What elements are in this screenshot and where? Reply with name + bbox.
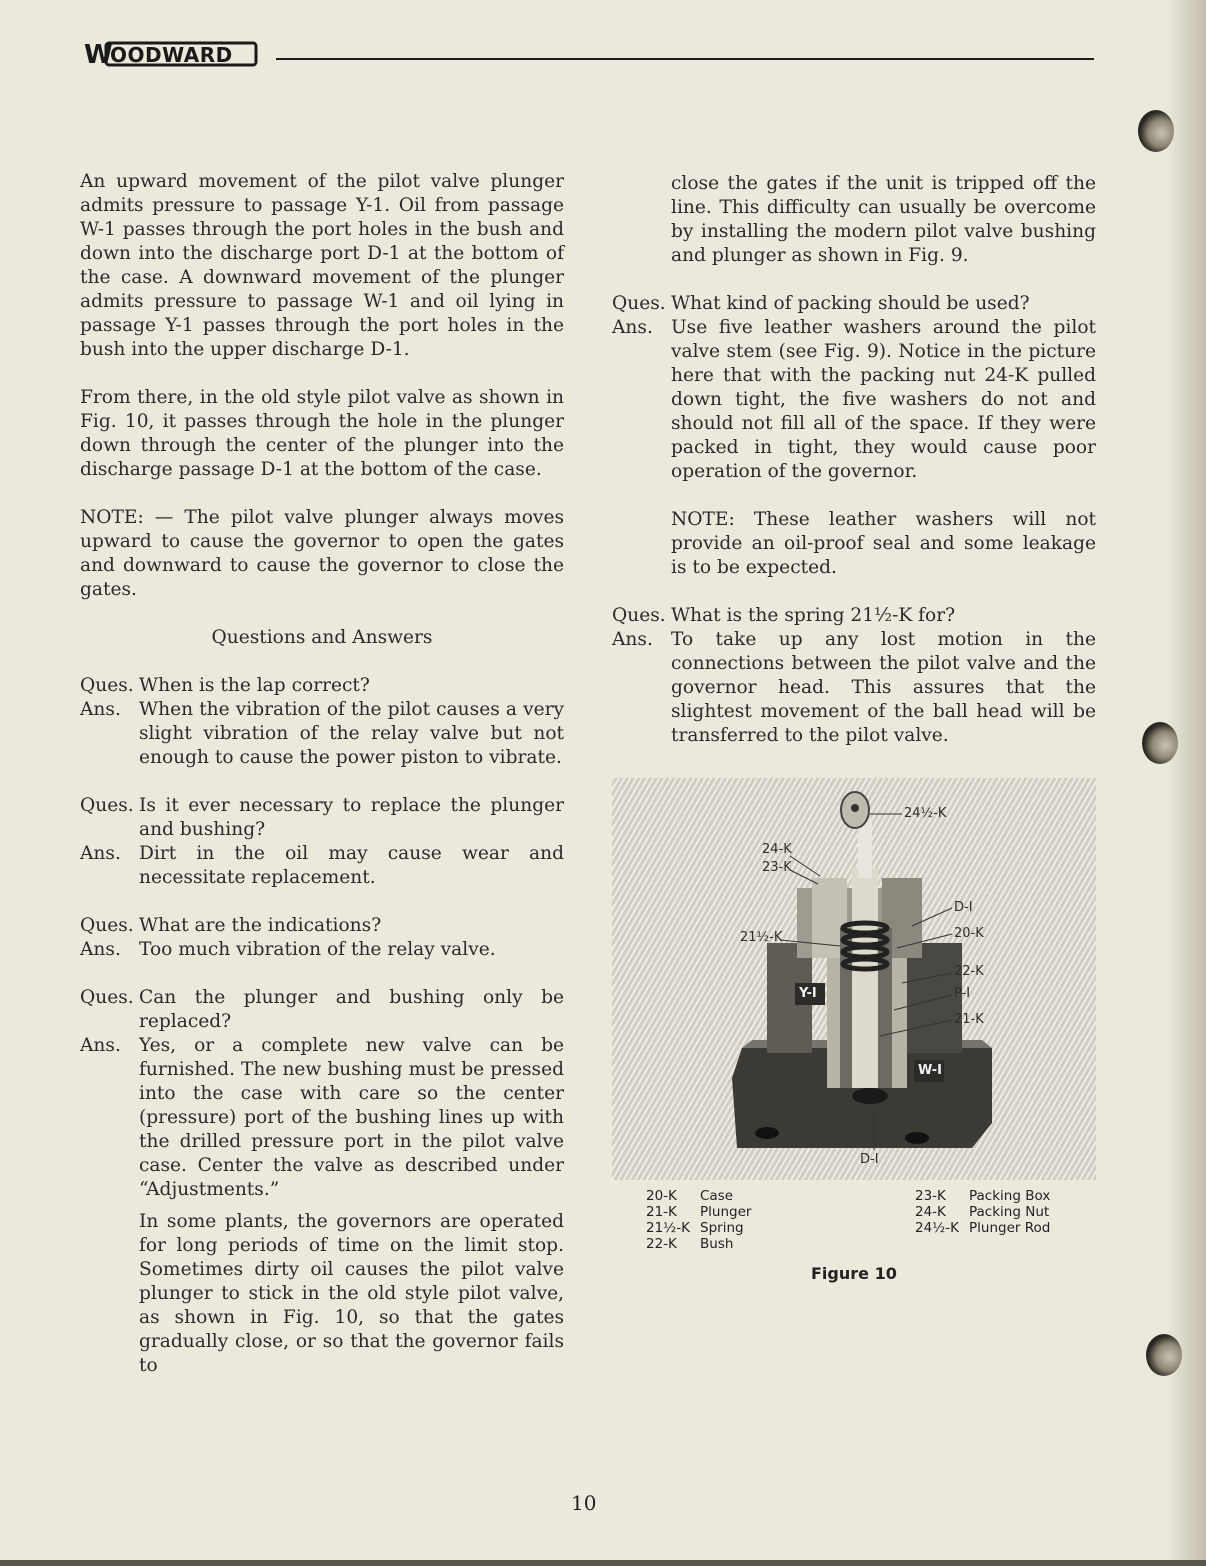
qa-item <box>612 292 1096 484</box>
question-label: Ques. <box>612 293 666 314</box>
legend-row: 22-K Bush <box>646 1236 734 1252</box>
label-case: 20-K <box>954 926 984 941</box>
legend-row: 20-K Case <box>646 1188 734 1204</box>
question-label: Ques. <box>80 795 134 816</box>
section-heading: Questions and Answers <box>211 627 433 648</box>
label-pressure-port: P-I <box>954 986 971 1001</box>
answer-label: Ans. <box>80 843 121 864</box>
legend-row: 24½-K Plunger Rod <box>915 1220 1051 1236</box>
answer-text: Dirt in the oil may cause wear and necessitate replacement. <box>139 843 564 888</box>
figure-10-photo <box>612 778 1096 1180</box>
paragraph-old-style: From there, in the old style pilot valve as shown in Fig. 10, it passes through the hole in the plunger down through the center of the plunger into the discharge passage D-1 at the bottom of the case. <box>80 387 564 480</box>
paragraph-upward-movement: An upward movement of the pilot valve plunger admits pressure to passage Y-1. Oil from passage W-1 passes through the port holes in the bush and down into the discharge port D-1 at the bottom of the case. A downward movement of the plunger admits pressure to passage W-1 and oil lying in passage Y-1 passes through the port holes in the bush into the upper discharge D-1. <box>80 171 564 360</box>
qa-item <box>80 794 564 890</box>
question-text: Can the plunger and bushing only be replaced? <box>139 987 564 1032</box>
answer-text: Use five leather washers around the pilot valve stem (see Fig. 9). Notice in the picture here that with the packing nut 24-K pulled down tight, the five washers do not and should not fill all of the space. If they were packed in tight, they would cause poor operation of the governor. <box>671 317 1096 482</box>
answer-text: When the vibration of the pilot causes a very slight vibration of the relay valve but not enough to cause the power piston to vibrate. <box>139 699 564 768</box>
note-plunger-direction: NOTE: — The pilot valve plunger always moves upward to cause the governor to open the gates and downward to cause the governor to close the gates. <box>80 507 564 600</box>
pilot-valve-cutaway <box>612 778 1096 1180</box>
label-bush: 22-K <box>954 964 984 979</box>
answer-label: Ans. <box>612 317 653 338</box>
binder-hole-top <box>1138 110 1174 152</box>
woodward-logo-mark <box>84 38 260 68</box>
question-label: Ques. <box>80 915 134 936</box>
answer-text: Yes, or a complete new valve can be furnished. The new bushing must be pressed into the case with care so the center (pressure) port of the bushing lines up with the drilled pressure port in the pilot valve case. Center the valve as described under “Adjustments.” <box>139 1035 564 1200</box>
label-spring: 21½-K <box>740 930 783 945</box>
note-leather-washers: NOTE: These leather washers will not provide an oil-proof seal and some leakage is to be expected. <box>671 509 1096 578</box>
label-passage-w1: W-I <box>918 1063 942 1078</box>
binder-hole-middle <box>1142 722 1178 764</box>
page-edge-shadow <box>1166 0 1206 1566</box>
paragraph-continuation: close the gates if the unit is tripped off the line. This difficulty can usually be overcome by installing the modern pilot valve bushing and plunger as shown in Fig. 9. <box>671 173 1096 266</box>
binder-hole-bottom <box>1146 1334 1182 1376</box>
question-text: What are the indications? <box>139 915 382 936</box>
qa-item <box>612 604 1096 748</box>
answer-text: To take up any lost motion in the connections between the pilot valve and the governor head. This assures that the slightest movement of the ball head will be transferred to the pilot valve. <box>671 629 1096 746</box>
label-packing-nut: 24-K <box>762 842 792 857</box>
label-plunger-rod: 24½-K <box>904 806 947 821</box>
answer-label: Ans. <box>80 1035 121 1056</box>
figure-caption: Figure 10 <box>811 1264 897 1283</box>
woodward-logo <box>84 38 260 68</box>
qa-item <box>80 914 564 962</box>
question-label: Ques. <box>80 987 134 1008</box>
label-discharge-top: D-I <box>954 900 973 915</box>
question-text: Is it ever necessary to replace the plunger and bushing? <box>139 795 564 840</box>
figure-legend-right <box>915 1188 1050 1236</box>
question-text: When is the lap correct? <box>139 675 370 696</box>
question-label: Ques. <box>80 675 134 696</box>
header-rule <box>276 58 1094 60</box>
qa-item <box>80 674 564 770</box>
question-label: Ques. <box>612 605 666 626</box>
bottom-edge <box>0 1560 1206 1566</box>
page-number: 10 <box>571 1491 597 1515</box>
left-column <box>80 170 564 1378</box>
label-discharge-bottom: D-I <box>860 1152 879 1167</box>
answer-text: Too much vibration of the relay valve. <box>139 939 496 960</box>
legend-row: 21½-K Spring <box>646 1220 744 1236</box>
answer-label: Ans. <box>612 629 653 650</box>
svg-text:W: W <box>84 40 112 68</box>
paragraph-limit-stop: In some plants, the governors are operated for long periods of time on the limit stop. Sometimes dirty oil causes the pilot valve plunger to stick in the old style pilot valve, as shown in Fig. 10, so that the gates gradually close, or so that the governor fails to <box>139 1211 564 1376</box>
figure-legend-left <box>646 1188 751 1252</box>
answer-label: Ans. <box>80 939 121 960</box>
legend-row: 23-K Packing Box <box>915 1188 1051 1204</box>
answer-label: Ans. <box>80 699 121 720</box>
legend-row: 21-K Plunger <box>646 1204 752 1220</box>
question-text: What is the spring 21½-K for? <box>671 605 956 626</box>
label-plunger: 21-K <box>954 1012 984 1027</box>
right-column <box>612 172 1096 748</box>
legend-row: 24-K Packing Nut <box>915 1204 1050 1220</box>
svg-text:OODWARD: OODWARD <box>110 43 233 67</box>
question-text: What kind of packing should be used? <box>671 293 1030 314</box>
label-packing-box: 23-K <box>762 860 792 875</box>
qa-item <box>80 986 564 1202</box>
label-passage-y1: Y-I <box>799 986 817 1001</box>
